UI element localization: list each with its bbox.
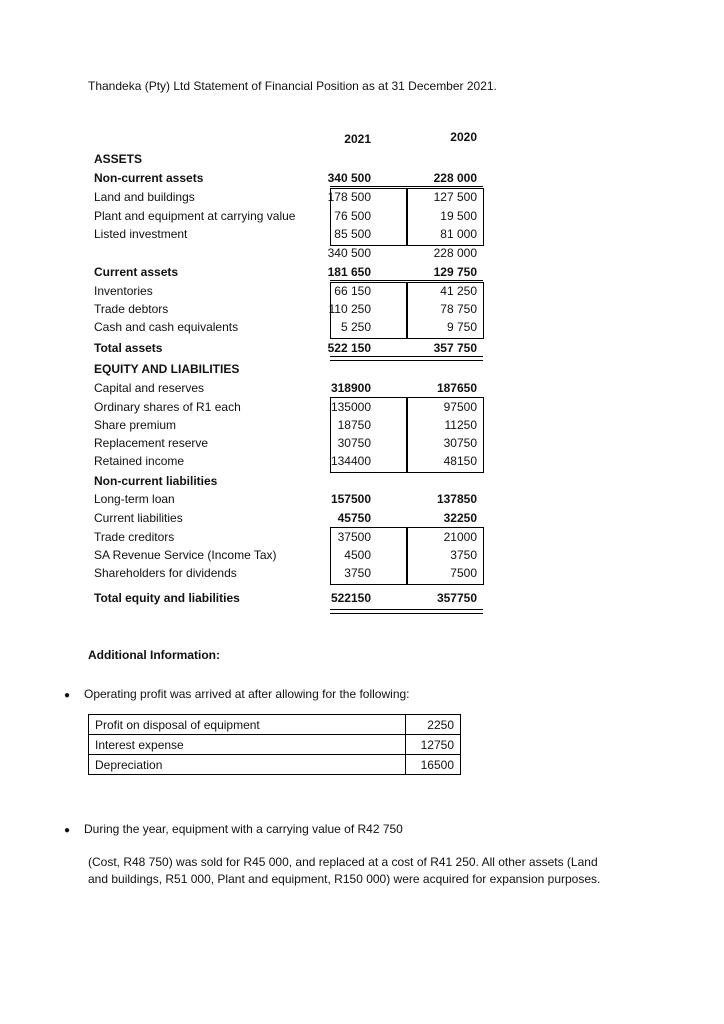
row-label-non-current-assets: Non-current assets: [94, 171, 204, 185]
row-label-trade-debtors: Trade debtors: [94, 302, 169, 316]
value-2021: 3750: [344, 566, 371, 580]
ops-value: 16500: [406, 755, 461, 775]
value-2021: 76 500: [334, 209, 371, 223]
row-label-shareholders-dividends: Shareholders for dividends: [94, 566, 237, 580]
value-2020: 9 750: [446, 320, 477, 334]
value-2021: 5 250: [340, 320, 371, 334]
box-2020-non-current: [406, 188, 484, 246]
row-label-replacement-reserve: Replacement reserve: [94, 436, 209, 450]
equipment-details-paragraph: (Cost, R48 750) was sold for R45 000, and replaced at a cost of R41 250. All other assets (Land and buildings, R51 000, Plant and equipment, R150 000) were acquired for expansion purposes.: [88, 855, 601, 886]
value-2020: 137850: [436, 492, 477, 506]
bullet-icon: ●: [64, 825, 71, 836]
row-label-ordinary-shares: Ordinary shares of R1 each: [94, 400, 241, 414]
value-2021: 340 500: [327, 171, 371, 185]
row-label-share-premium: Share premium: [94, 418, 177, 432]
ops-label: Depreciation: [89, 755, 406, 775]
value-2020: 129 750: [433, 265, 477, 279]
statement-title: Thandeka (Pty) Ltd Statement of Financial Position as at 31 December 2021.: [88, 79, 497, 93]
value-2020: 32250: [443, 511, 477, 525]
value-2021: 522 150: [327, 341, 371, 355]
table-row: [89, 735, 461, 755]
value-2020: 21000: [443, 530, 477, 544]
box-2021-non-current: [330, 188, 408, 246]
row-label-land-and-buildings: Land and buildings: [94, 190, 195, 204]
row-label-capital-and-reserves: Capital and reserves: [94, 381, 205, 395]
row-label-cash: Cash and cash equivalents: [94, 320, 239, 334]
ops-value: 12750: [406, 735, 461, 755]
table-row: [89, 755, 461, 775]
value-2021: 135000: [330, 400, 371, 414]
value-2021: 85 500: [334, 227, 371, 241]
value-2020: 357 750: [433, 341, 477, 355]
row-label-long-term-loan: Long-term loan: [94, 492, 175, 506]
bullet-equipment-disposal: During the year, equipment with a carrying value of R42 750: [84, 822, 403, 836]
row-label-trade-creditors: Trade creditors: [94, 530, 175, 544]
value-2021: 157500: [330, 492, 371, 506]
row-label-retained-income: Retained income: [94, 454, 185, 468]
additional-info-heading: Additional Information:: [88, 648, 220, 662]
value-2020: 7500: [450, 566, 477, 580]
value-2021: 340 500: [327, 246, 371, 260]
table-row: [89, 715, 461, 735]
box-2020-current: [406, 282, 484, 339]
ops-value: 2250: [406, 715, 461, 735]
ops-label: Interest expense: [89, 735, 406, 755]
value-2020: 11250: [444, 418, 477, 432]
value-2020: 19 500: [440, 209, 477, 223]
year-2021-header: 2021: [344, 132, 371, 146]
double-rule-total-equity: [330, 609, 483, 614]
box-2020-equity: [406, 397, 484, 473]
value-2020: 30750: [443, 436, 477, 450]
value-2021: 318900: [330, 381, 371, 395]
rule-under-non-current: [330, 186, 483, 187]
value-2021: 4500: [344, 548, 371, 562]
value-2020: 81 000: [440, 227, 477, 241]
value-2020: 127 500: [433, 190, 477, 204]
value-2021: 522150: [330, 591, 371, 605]
box-2021-current: [330, 282, 408, 339]
ops-label: Profit on disposal of equipment: [89, 715, 406, 735]
value-2020: 228 000: [433, 246, 477, 260]
value-2020: 3750: [450, 548, 477, 562]
value-2020: 78 750: [440, 302, 477, 316]
value-2021: 181 650: [327, 265, 371, 279]
box-2020-current-liabilities: [406, 527, 484, 585]
row-label-current-assets: Current assets: [94, 265, 179, 279]
value-2021: 178 500: [327, 190, 371, 204]
row-label-inventories: Inventories: [94, 284, 153, 298]
value-2020: 228 000: [433, 171, 477, 185]
rule-under-current: [330, 280, 483, 281]
value-2021: 66 150: [334, 284, 371, 298]
bullet-operating-profit: Operating profit was arrived at after allowing for the following:: [84, 687, 410, 701]
row-label-sars: SA Revenue Service (Income Tax): [94, 548, 277, 562]
value-2020: 41 250: [440, 284, 477, 298]
row-label-current-liabilities: Current liabilities: [94, 511, 183, 525]
value-2020: 187650: [436, 381, 477, 395]
row-label-assets: ASSETS: [94, 152, 143, 166]
year-2020-header: 2020: [450, 130, 477, 144]
double-rule-total-assets: [330, 356, 483, 361]
value-2021: 110 250: [328, 302, 371, 316]
row-label-equity-and-liabilities: EQUITY AND LIABILITIES: [94, 362, 240, 376]
row-label-plant-and-equipment: Plant and equipment at carrying value: [94, 209, 296, 223]
value-2021: 30750: [337, 436, 371, 450]
value-2021: 18750: [337, 418, 371, 432]
value-2021: 45750: [337, 511, 371, 525]
value-2020: 97500: [443, 400, 477, 414]
row-label-total-assets: Total assets: [94, 341, 163, 355]
row-label-listed-investment: Listed investment: [94, 227, 188, 241]
value-2021: 134400: [330, 454, 371, 468]
operating-items-table: [88, 714, 461, 775]
value-2020: 357750: [436, 591, 477, 605]
value-2021: 37500: [337, 530, 371, 544]
value-2020: 48150: [443, 454, 477, 468]
row-label-total-equity-liabilities: Total equity and liabilities: [94, 591, 240, 605]
box-2021-equity: [330, 397, 408, 473]
row-label-non-current-liabilities: Non-current liabilities: [94, 474, 218, 488]
bullet-icon: ●: [64, 690, 71, 701]
box-2021-current-liabilities: [330, 527, 408, 585]
